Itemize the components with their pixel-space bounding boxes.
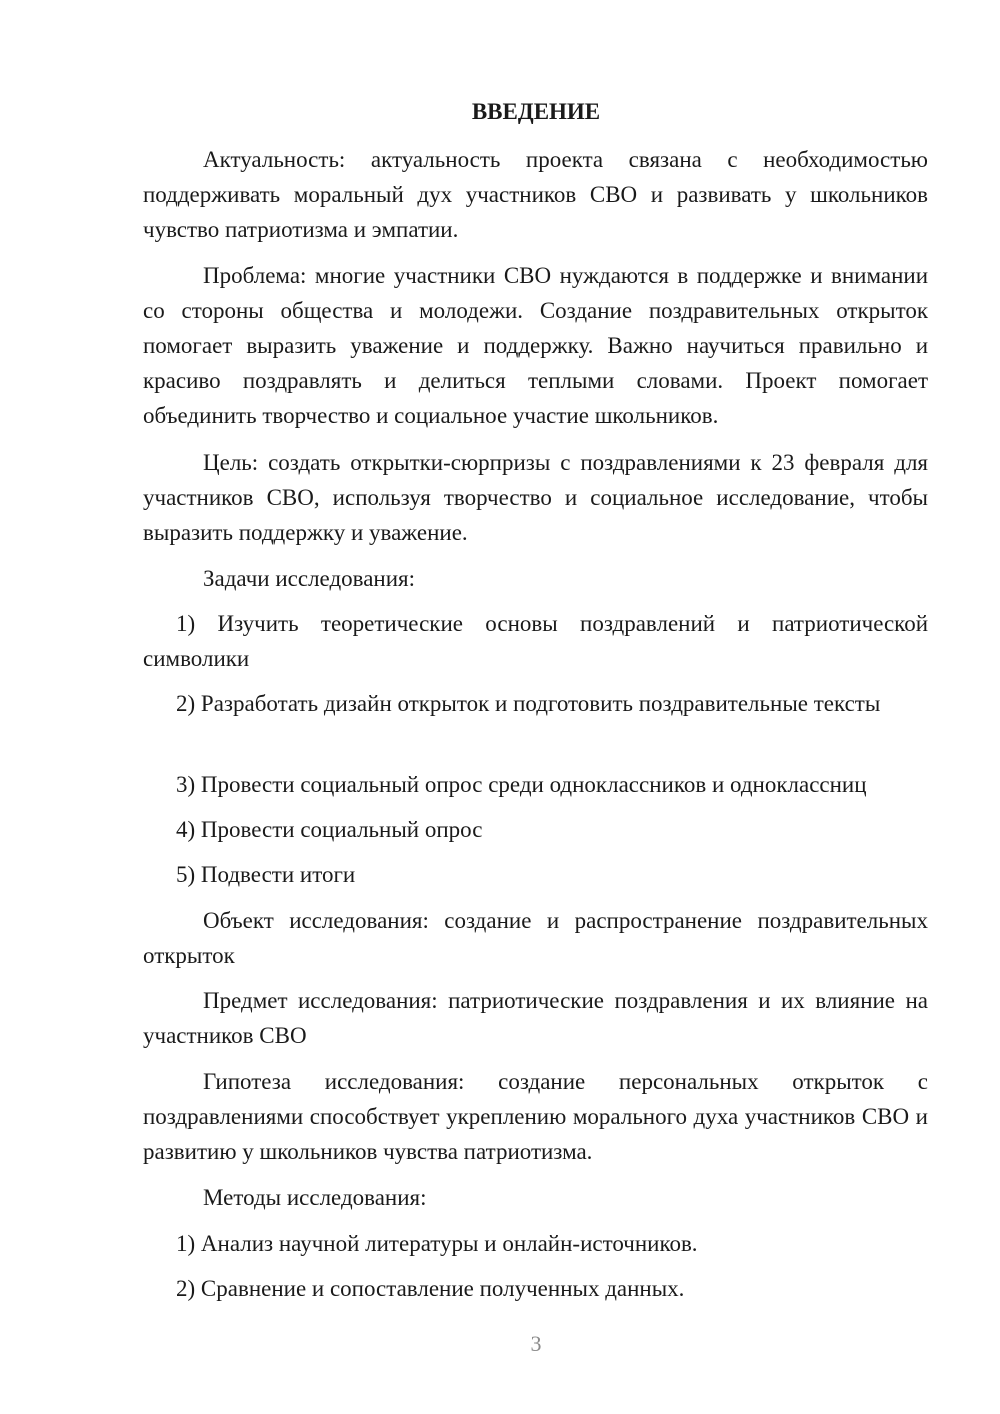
hypothesis-section	[143, 1064, 928, 1169]
list-item: 4) Провести социальный опрос	[176, 817, 483, 842]
relevance-paragraph: Актуальность: актуальность проекта связана с необходимостью поддерживать моральный дух участников СВО и развивать у школьников чувство патриотизма и эмпатии.	[143, 147, 928, 242]
task-item-1	[143, 606, 928, 676]
goal-section	[143, 445, 928, 550]
task-item-3	[143, 767, 928, 802]
methods-heading: Методы исследования:	[203, 1185, 427, 1210]
list-item: 1) Изучить теоретические основы поздравлений и патриотической символики	[143, 611, 928, 671]
method-item-1	[143, 1226, 928, 1261]
relevance-section	[143, 142, 928, 247]
hypothesis-paragraph: Гипотеза исследования: создание персональных открыток с поздравлениями способствует укреплению морального духа участников СВО и развитию у школьников чувства патриотизма.	[143, 1069, 928, 1164]
page-number: 3	[530, 1331, 542, 1356]
list-item: 2) Разработать дизайн открыток и подготовить поздравительные тексты	[176, 691, 881, 716]
list-item: 1) Анализ научной литературы и онлайн-источников.	[176, 1231, 698, 1256]
list-item: 5) Подвести итоги	[176, 862, 356, 887]
task-item-2	[143, 686, 928, 721]
tasks-heading-section	[143, 561, 928, 596]
object-paragraph: Объект исследования: создание и распространение поздравительных открыток	[143, 908, 928, 968]
methods-heading-section	[143, 1180, 928, 1215]
page-title: ВВЕДЕНИЕ	[471, 99, 601, 124]
problem-paragraph: Проблема: многие участники СВО нуждаются в поддержке и внимании со стороны общества и молодежи. Создание поздравительных открыток помогает выразить уважение и поддержку. Важно научиться правильно и красиво поздравлять и делиться теплыми словами. Проект помогает объединить творчество и социальное участие школьников.	[143, 263, 928, 428]
task-item-4	[143, 812, 928, 847]
goal-paragraph: Цель: создать открытки-сюрпризы с поздравлениями к 23 февраля для участников СВО, используя творчество и социальное исследование, чтобы выразить поддержку и уважение.	[143, 450, 928, 545]
subject-section	[143, 983, 928, 1053]
list-item: 3) Провести социальный опрос среди одноклассников и одноклассниц	[176, 772, 867, 797]
object-section	[143, 903, 928, 973]
list-item: 2) Сравнение и сопоставление полученных данных.	[176, 1276, 685, 1301]
method-item-2	[143, 1271, 928, 1306]
task-item-5	[143, 857, 928, 892]
problem-section	[143, 258, 928, 433]
subject-paragraph: Предмет исследования: патриотические поздравления и их влияние на участников СВО	[143, 988, 928, 1048]
tasks-heading: Задачи исследования:	[203, 566, 416, 591]
